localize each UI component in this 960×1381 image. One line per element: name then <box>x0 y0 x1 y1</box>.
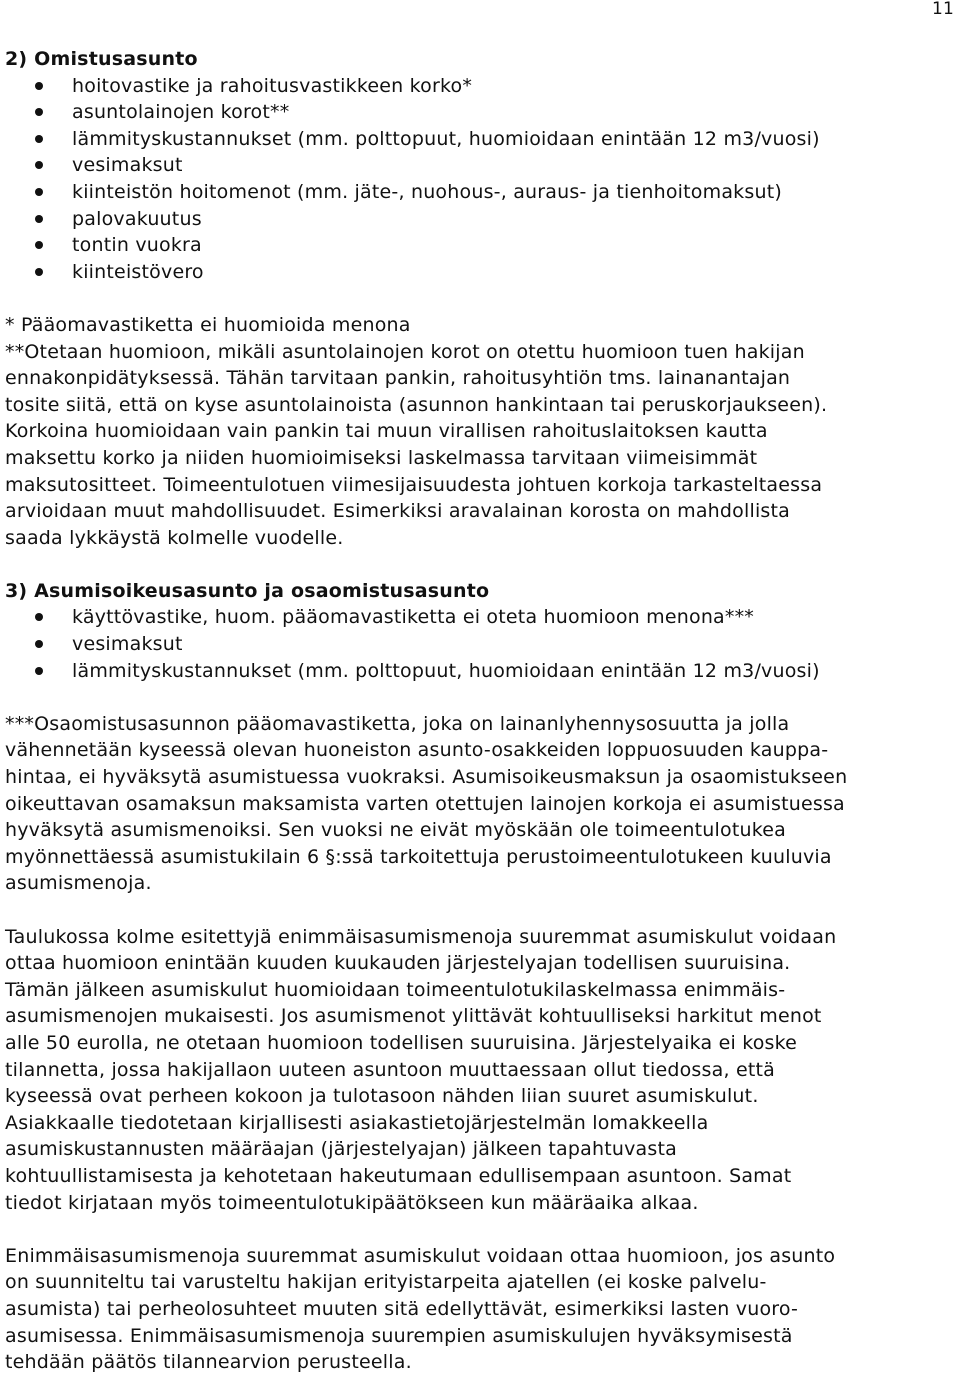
text-line: asumista) tai perheolosuhteet muuten sitä edellyttävät, esimerkiksi lasten vuoro- <box>5 1297 799 1320</box>
text-line: asumismenoja. <box>5 872 152 895</box>
section-heading: 2) Omistusasunto <box>5 48 198 70</box>
document-body <box>5 46 955 1376</box>
text-line: tilannetta, jossa hakijallaon uuteen asuntoon muuttaessaan ollut tiedossa, että <box>5 1058 775 1081</box>
list-item: lämmityskustannukset (mm. polttopuut, huomioidaan enintään 12 m3/vuosi) <box>5 658 955 685</box>
bullet-icon <box>35 135 43 143</box>
list-item: palovakuutus <box>5 206 955 233</box>
list-item: käyttövastike, huom. pääomavastiketta ei oteta huomioon menona*** <box>5 604 955 631</box>
text-line: oikeuttavan osamaksun maksamista varten otettujen lainojen korkoja ei asumistuessa <box>5 792 845 815</box>
list-item: lämmityskustannukset (mm. polttopuut, huomioidaan enintään 12 m3/vuosi) <box>5 126 955 153</box>
bullet-icon <box>35 613 43 621</box>
section-asumisoikeusasunto <box>5 578 955 897</box>
text-line: hyväksytä asumismenoiksi. Sen vuoksi ne eivät myöskään ole toimeentulotukea <box>5 819 786 842</box>
bullet-list <box>5 73 955 286</box>
text-line: Asiakkaalle tiedotetaan kirjallisesti asiakastietojärjestelmän lomakkeella <box>5 1111 709 1134</box>
list-item: kiinteistövero <box>5 259 955 286</box>
text-line: asumisessa. Enimmäisasumismenoja suurempien asumiskulujen hyväksymisestä <box>5 1324 793 1347</box>
bullet-icon <box>35 215 43 223</box>
text-line: kohtuullistamisesta ja kehotetaan hakeutumaan edullisempaan asuntoon. Samat <box>5 1164 792 1187</box>
bullet-icon <box>35 268 43 276</box>
section-heading: 3) Asumisoikeusasunto ja osaomistusasunto <box>5 579 490 602</box>
text-line: ennakonpidätyksessä. Tähän tarvitaan pankin, rahoitusyhtiön tms. lainanantajan <box>5 367 791 390</box>
text-line: hintaa, ei hyväksytä asumistuessa vuokraksi. Asumisoikeusmaksun ja osaomistukseen <box>5 766 848 789</box>
text-line: ***Osaomistusasunnon pääomavastiketta, joka on lainanlyhennysosuutta ja jolla <box>5 712 790 735</box>
text-line: vähennetään kyseessä olevan huoneiston asunto-osakkeiden loppuosuuden kauppa- <box>5 739 829 762</box>
page-number: 11 <box>931 0 954 19</box>
paragraph-enimmaisasumismenot <box>5 1243 955 1376</box>
bullet-icon <box>35 82 43 90</box>
footnote-block <box>5 711 955 897</box>
spacer <box>5 285 955 312</box>
paragraph-jarjestelyaika <box>5 924 955 1217</box>
text-line: alle 50 eurolla, ne otetaan huomioon todellisen suuruisina. Järjestelyaika ei koske <box>5 1031 798 1054</box>
section-omistusasunto <box>5 46 955 551</box>
spacer <box>5 684 955 711</box>
bullet-icon <box>35 108 43 116</box>
text-line: Taulukossa kolme esitettyjä enimmäisasumismenoja suuremmat asumiskulut voidaan <box>5 925 837 948</box>
text-line: maksutositteet. Toimeentulotuen viimesijaisuudesta johtuen korkoja tarkasteltaessa <box>5 473 823 496</box>
text-line: * Pääomavastiketta ei huomioida menona <box>5 313 411 336</box>
bullet-icon <box>35 640 43 648</box>
text-line: asumiskustannusten määräajan (järjestelyajan) jälkeen tapahtuvasta <box>5 1138 677 1161</box>
list-item: vesimaksut <box>5 631 955 658</box>
text-line: on suunniteltu tai varusteltu hakijan erityistarpeita ajatellen (ei koske palvelu- <box>5 1271 767 1294</box>
text-line: myönnettäessä asumistukilain 6 §:ssä tarkoitettuja perustoimeentulotukeen kuuluvia <box>5 845 832 868</box>
text-line: Korkoina huomioidaan vain pankin tai muun virallisen rahoituslaitoksen kautta <box>5 420 768 443</box>
bullet-icon <box>35 188 43 196</box>
list-item: kiinteistön hoitomenot (mm. jäte-, nuohous-, auraus- ja tienhoitomaksut) <box>5 179 955 206</box>
bullet-list <box>5 604 955 684</box>
list-item: vesimaksut <box>5 152 955 179</box>
list-item: tontin vuokra <box>5 232 955 259</box>
spacer <box>5 897 955 924</box>
spacer <box>5 1216 955 1243</box>
list-item: hoitovastike ja rahoitusvastikkeen korko* <box>5 73 955 100</box>
text-line: Enimmäisasumismenoja suuremmat asumiskulut voidaan ottaa huomioon, jos asunto <box>5 1244 836 1267</box>
text-line: **Otetaan huomioon, mikäli asuntolainojen korot on otettu huomioon tuen hakijan <box>5 340 805 363</box>
text-line: asumismenojen mukaisesti. Jos asumismenot ylittävät kohtuulliseksi harkitut menot <box>5 1005 822 1028</box>
bullet-icon <box>35 241 43 249</box>
text-line: arvioidaan muut mahdollisuudet. Esimerkiksi aravalainan korosta on mahdollista <box>5 500 791 523</box>
bullet-icon <box>35 161 43 169</box>
text-line: tosite siitä, että on kyse asuntolainoista (asunnon hankintaan tai peruskorjaukseen). <box>5 393 828 416</box>
bullet-icon <box>35 667 43 675</box>
list-item: asuntolainojen korot** <box>5 99 955 126</box>
text-line: saada lykkäystä kolmelle vuodelle. <box>5 526 344 549</box>
spacer <box>5 551 955 578</box>
text-line: tiedot kirjataan myös toimeentulotukipäätökseen kun määräaika alkaa. <box>5 1191 699 1214</box>
text-line: Tämän jälkeen asumiskulut huomioidaan toimeentulotukilaskelmassa enimmäis- <box>5 978 786 1001</box>
text-line: tehdään päätös tilannearvion perusteella. <box>5 1351 412 1374</box>
footnote-block <box>5 312 955 551</box>
text-line: kyseessä ovat perheen kokoon ja tulotasoon nähden liian suuret asumiskulut. <box>5 1085 759 1108</box>
text-line: maksettu korko ja niiden huomioimiseksi laskelmassa tarvitaan viimeisimmät <box>5 446 758 469</box>
text-line: ottaa huomioon enintään kuuden kuukauden järjestelyajan todellisen suuruisina. <box>5 952 791 975</box>
